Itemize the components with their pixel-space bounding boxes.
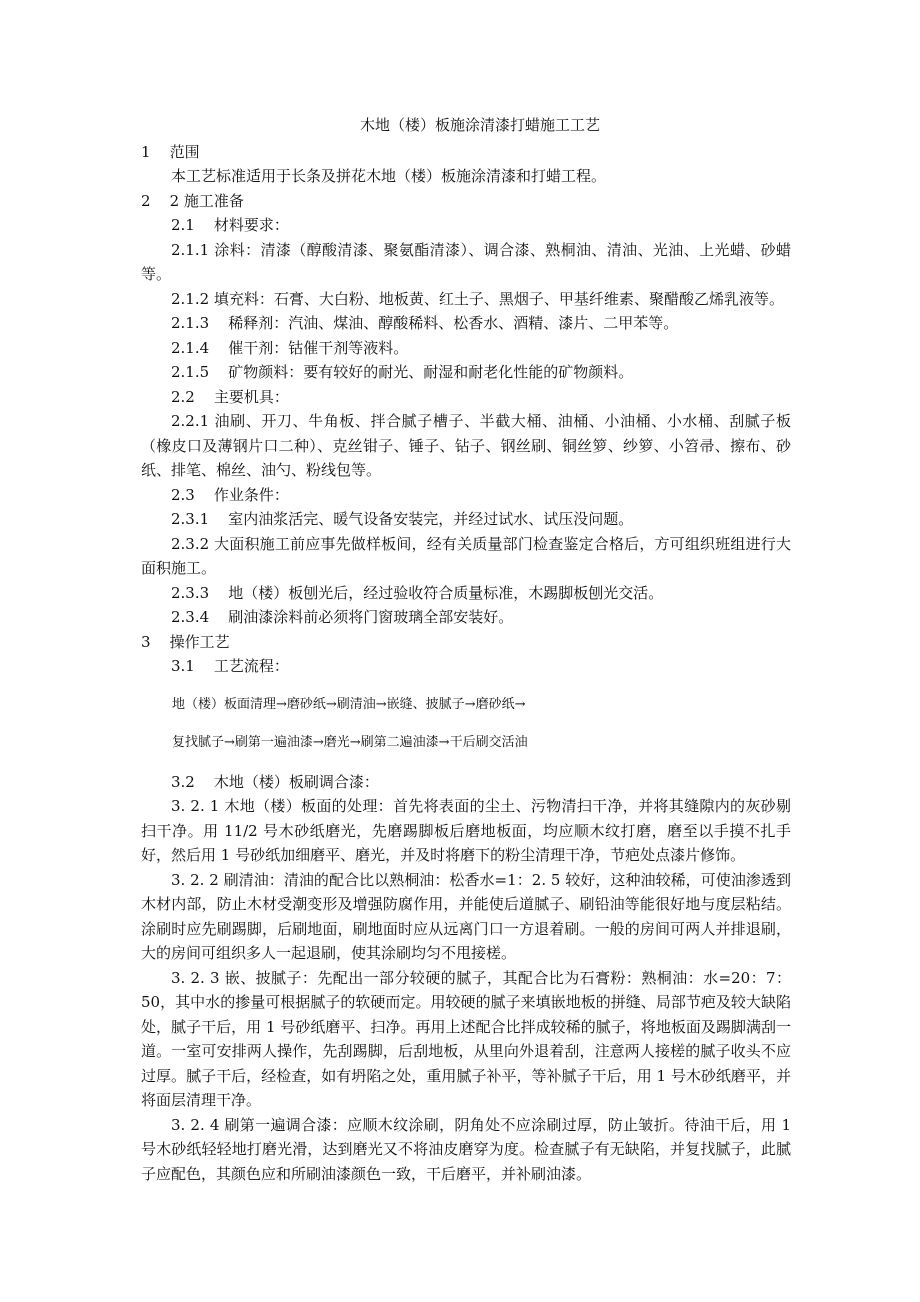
paragraph-3-2-1 xyxy=(141,794,791,868)
paragraph-2-3-2 xyxy=(141,532,791,581)
paragraph-2-1-5: 2.1.5 矿物颜料：要有较好的耐光、耐湿和耐老化性能的矿物颜料。 xyxy=(171,363,634,381)
paragraph-text: 3. 2. 1 木地（楼）板面的处理：首先将表面的尘土、污物清扫干净，并将其缝隙内的灰砂剔扫干净。用 11/2 号木砂纸磨光，先磨踢脚板后磨地板面，均应顺木纹打磨，磨至以手摸不扎手好，然后用 1 号砂纸加细磨平、磨光，并及时将磨下的粉尘清理干净，节疤处点漆片修饰。 xyxy=(141,797,791,864)
paragraph-text: 2.1.2 填充料：石膏、大白粉、地板黄、红土子、黑烟子、甲基纤维素、聚醋酸乙烯乳液等。 xyxy=(171,289,784,308)
spacer xyxy=(141,717,791,731)
process-flow-line-2: 复找腻子→刷第一遍油漆→磨光→刷第二遍油漆→干后刷交活油 xyxy=(172,735,528,750)
section-1-body: 本工艺标准适用于长条及拼花木地（楼）板施涂清漆和打蜡工程。 xyxy=(171,167,607,185)
process-flow-line-1: 地（楼）板面清理→磨砂纸→刷清油→嵌缝、披腻子→磨砂纸→ xyxy=(172,696,526,712)
section-3-heading: 3 操作工艺 xyxy=(141,632,230,651)
heading-3-1: 3.1 工艺流程： xyxy=(171,657,289,675)
paragraph-2-1-2 xyxy=(141,287,791,312)
section-2-heading: 2 2 施工准备 xyxy=(141,191,244,210)
paragraph-text: 2.2.1 油刷、开刀、牛角板、拌合腻子槽子、半截大桶、油桶、小油桶、小水桶、刮腻子板（橡皮口及薄钢片口二种）、克丝钳子、锤子、钻子、钢丝刷、铜丝箩、纱箩、小笤帚、擦布、砂纸、排笔、棉丝、油勺、粉线包等。 xyxy=(141,412,791,479)
heading-3-2: 3.2 木地（楼）板刷调合漆： xyxy=(171,772,379,791)
paragraph-text: 3. 2. 3 嵌、披腻子：先配出一部分较硬的腻子，其配合比为石膏粉：熟桐油：水=20：7：50，其中水的掺量可根据腻子的软硬而定。用较硬的腻子来填嵌地板的拼缝、局部节疤及较大缺陷处，腻子干后，用 1 号砂纸磨平、扫净。再用上述配合比拌成较稀的腻子，将地板面及踢脚满刮一道。一室可安排两人操作，先刮踢脚，后刮地板，从里向外退着刮，注意两人接槎的腻子收头不应过厚。腻子干后，经检查，如有坍陷之处，重用腻子补平，等补腻子干后，用 1 号木砂纸磨平，并将面层清理干净。 xyxy=(141,968,791,1109)
paragraph-2-1-1 xyxy=(141,238,791,287)
paragraph-text: 3. 2. 2 刷清油：清油的配合比以熟桐油：松香水=1：2. 5 较好，这种油较稀，可使油渗透到木材内部，防止木材受潮变形及增强防腐作用，并能使后道腻子、刷铅油等能很好地与度层粘结。涂刷时应先刷踢脚，后刷地面，刷地面时应从远离门口一方退着刷。一般的房间可两人并排退刷，大的房间可组织多人一起退刷，使其涂刷均匀不甩接槎。 xyxy=(141,870,791,962)
paragraph-text: 2.1.1 涂料：清漆（醇酸清漆、聚氨酯清漆）、调合漆、熟桐油、清油、光油、上光蜡、砂蜡等。 xyxy=(141,240,791,283)
paragraph-2-3-4: 2.3.4 刷油漆涂料前必须将门窗玻璃全部安装好。 xyxy=(171,608,514,626)
paragraph-2-1-4: 2.1.4 催干剂：钴催干剂等液料。 xyxy=(171,338,409,357)
paragraph-3-2-3 xyxy=(141,966,791,1113)
spacer xyxy=(141,756,791,770)
document-page xyxy=(141,113,791,1186)
paragraph-2-2-1 xyxy=(141,409,791,483)
paragraph-2-3-1: 2.3.1 室内油浆活完、暖气设备安装完，并经过试水、试压没问题。 xyxy=(171,510,634,528)
paragraph-3-2-4 xyxy=(141,1113,791,1187)
heading-2-1: 2.1 材料要求： xyxy=(171,216,289,234)
heading-2-3: 2.3 作业条件： xyxy=(171,485,289,504)
paragraph-text: 2.3.2 大面积施工前应事先做样板间，经有关质量部门检查鉴定合格后，方可组织班组进行大面积施工。 xyxy=(141,534,791,577)
document-title: 木地（楼）板施涂清漆打蜡施工工艺 xyxy=(359,116,600,134)
paragraph-2-3-3: 2.3.3 地（楼）板刨光后，经过验收符合质量标准，木踢脚板刨光交活。 xyxy=(171,583,664,602)
heading-2-2: 2.2 主要机具： xyxy=(171,387,289,406)
spacer xyxy=(141,679,791,693)
paragraph-2-1-3: 2.1.3 稀释剂：汽油、煤油、醇酸稀料、松香水、酒精、漆片、二甲苯等。 xyxy=(171,314,679,332)
paragraph-3-2-2 xyxy=(141,868,791,966)
paragraph-text: 3. 2. 4 刷第一遍调合漆：应顺木纹涂刷，阴角处不应涂刷过厚，防止皱折。待油干后，用 1 号木砂纸轻轻地打磨光滑，达到磨光又不将油皮磨穿为度。检查腻子有无缺陷，并复找腻子，此腻子应配色，其颜色应和所刷油漆颜色一致，干后磨平，并补刷油漆。 xyxy=(141,1115,791,1183)
section-1-heading: 1 范围 xyxy=(141,142,200,161)
